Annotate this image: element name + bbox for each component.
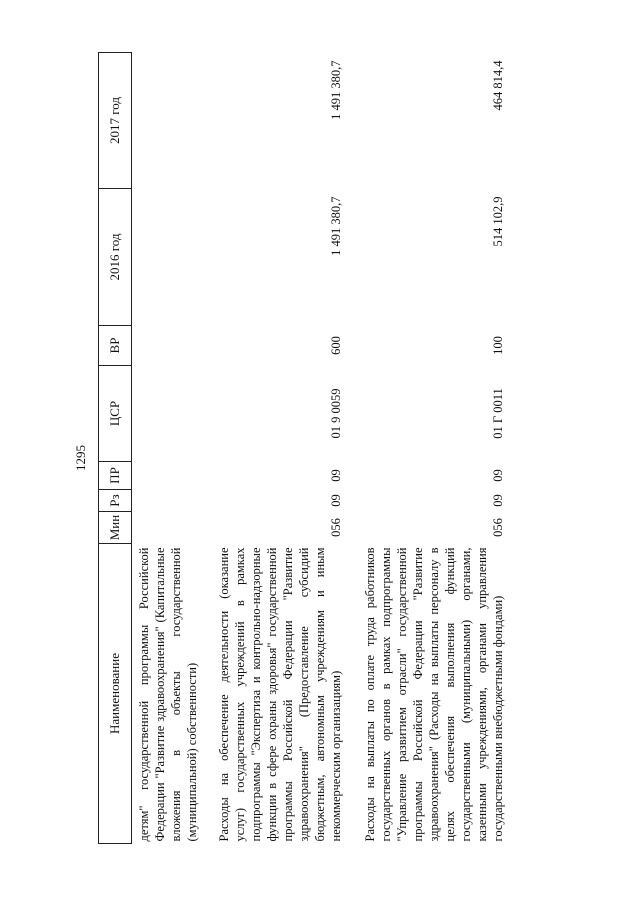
- page-number-text: 1295: [73, 445, 88, 471]
- row-name: Расходы на обеспечение деятельности (оказание услуг) государственных учреждений в рамках подпрограммы "Экспертиза и контрольно-надзорные функции в сфере охраны здоровья" государственной программы Российской Федерации "Развитие здравоохранения" (Предоставление субсидий бюджетным, автономным учреждениям и иным некоммерческим организациям): [217, 547, 343, 842]
- row-2017: 464 814,4: [491, 60, 505, 111]
- row-csr: [132, 366, 215, 462]
- header-csr: ЦСР: [99, 366, 132, 462]
- table-row: [132, 53, 215, 844]
- row-csr: 01 9 0059: [329, 388, 343, 439]
- row-2016: 514 102,9: [491, 196, 505, 247]
- header-rz: Рз: [99, 490, 132, 512]
- table-header-row: [99, 53, 132, 844]
- row-pr: 09: [329, 469, 343, 482]
- budget-table: [98, 52, 512, 844]
- row-rz: [132, 490, 215, 512]
- row-2016: 1 491 380,7: [329, 196, 343, 256]
- table-row: [360, 53, 512, 844]
- row-rz: 09: [491, 494, 505, 507]
- header-2016: 2016 год: [99, 189, 132, 326]
- page-number: [70, 445, 92, 471]
- row-vr: 100: [491, 336, 505, 355]
- row-min: 056: [491, 518, 505, 537]
- row-csr: 01 Г 0011: [491, 388, 505, 439]
- row-2017: [132, 53, 215, 189]
- row-pr: 09: [491, 469, 505, 482]
- table-row: [214, 53, 360, 844]
- row-vr: 600: [329, 336, 343, 355]
- row-pr: [132, 462, 215, 490]
- header-2017: 2017 год: [99, 53, 132, 189]
- header-vr: ВР: [99, 326, 132, 366]
- header-pr: ПР: [99, 462, 132, 490]
- row-name: детям" государственной программы Российской Федерации "Развитие здравоохранения" (Капитальные вложения в объекты государственной (муниципальной) собственности): [137, 547, 199, 842]
- row-name: Расходы на выплаты по оплате труда работников государственных органов в рамках подпрограммы "Управление развитием отрасли" государственной программы Российской Федерации "Развитие здравоохранения" (Расходы на выплаты персоналу в целях обеспечения выполнения функций государственными (муниципальными) органами, казенными учреждениями, органами управления государственными внебюджетными фондами): [363, 547, 505, 842]
- row-2016: [132, 189, 215, 326]
- header-name: Наименование: [99, 544, 132, 844]
- header-min: Мин: [99, 512, 132, 544]
- row-vr: [132, 326, 215, 366]
- row-rz: 09: [329, 494, 343, 507]
- row-min: [132, 512, 215, 544]
- row-2017: 1 491 380,7: [329, 60, 343, 120]
- rotated-page: [98, 53, 610, 844]
- row-min: 056: [329, 518, 343, 537]
